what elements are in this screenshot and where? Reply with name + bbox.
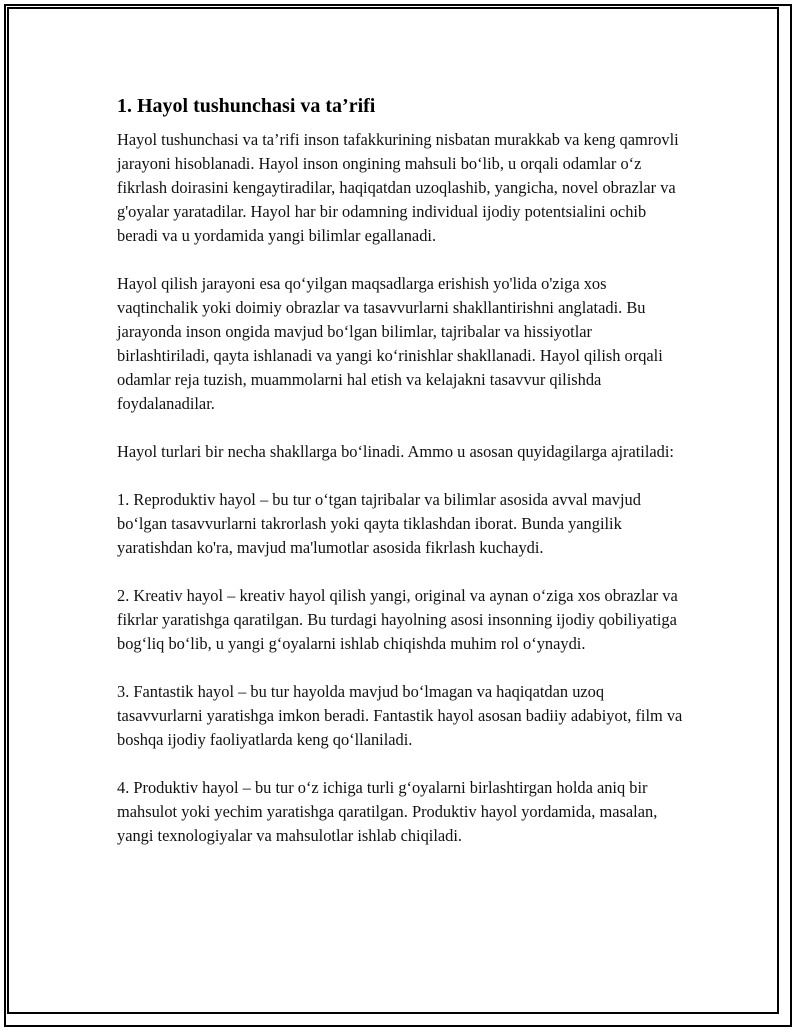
paragraph-types-intro: Hayol turlari bir necha shakllarga bo‘linadi. Ammo u asosan quyidagilarga ajratiladi: bbox=[117, 442, 674, 461]
document-body bbox=[117, 92, 683, 872]
paragraph-definition: Hayol tushunchasi va ta’rifi inson tafakkurining nisbatan murakkab va keng qamrovli jarayoni hisoblanadi. Hayol inson ongining mahsuli bo‘lib, u orqali odamlar o‘z fikrlash doirasini kengaytiradilar, haqiqatdan uzoqlashib, yangicha, novel obrazlar va g'oyalar yaratadilar. Hayol har bir odamning individual ijodiy potentsialini ochib beradi va u yordamida yangi bilimlar egallanadi. bbox=[117, 130, 679, 245]
section-heading: 1. Hayol tushunchasi va ta’rifi bbox=[117, 95, 376, 117]
paragraph-type-productive: 4. Produktiv hayol – bu tur o‘z ichiga turli g‘oyalarni birlashtirgan holda aniq bir mahsulot yoki yechim yaratishga qaratilgan. Produktiv hayol yordamida, masalan, yangi texnologiyalar va mahsulotlar ishlab chiqiladi. bbox=[117, 778, 658, 845]
paragraph-type-creative: 2. Kreativ hayol – kreativ hayol qilish yangi, original va aynan o‘ziga xos obrazlar va fikrlar yaratishga qaratilgan. Bu turdagi hayolning asosi insonning ijodiy qobiliyatiga bog‘liq bo‘lib, u yangi g‘oyalarni ishlab chiqishda muhim rol o‘ynaydi. bbox=[117, 586, 678, 653]
paragraph-type-reproductive: 1. Reproduktiv hayol – bu tur o‘tgan tajribalar va bilimlar asosida avval mavjud bo‘lgan tasavvurlarni takrorlash yoki qayta tiklashdan iborat. Bunda yangilik yaratishdan ko'ra, mavjud ma'lumotlar asosida fikrlash kuchaydi. bbox=[117, 490, 641, 557]
paragraph-process: Hayol qilish jarayoni esa qo‘yilgan maqsadlarga erishish yo'lida o'ziga xos vaqtinchalik yoki doimiy obrazlar va tasavvurlarni shakllantirishni anglatadi. Bu jarayonda inson ongida mavjud bo‘lgan bilimlar, tajribalar va hissiyotlar birlashtiriladi, qayta ishlanadi va yangi ko‘rinishlar shakllanadi. Hayol qilish orqali odamlar reja tuzish, muammolarni hal etish va kelajakni tasavvur qilishda foydalanadilar. bbox=[117, 274, 663, 413]
paragraph-type-fantastic: 3. Fantastik hayol – bu tur hayolda mavjud bo‘lmagan va haqiqatdan uzoq tasavvurlarni yaratishga imkon beradi. Fantastik hayol asosan badiiy adabiyot, film va boshqa ijodiy faoliyatlarda keng qo‘llaniladi. bbox=[117, 682, 683, 749]
